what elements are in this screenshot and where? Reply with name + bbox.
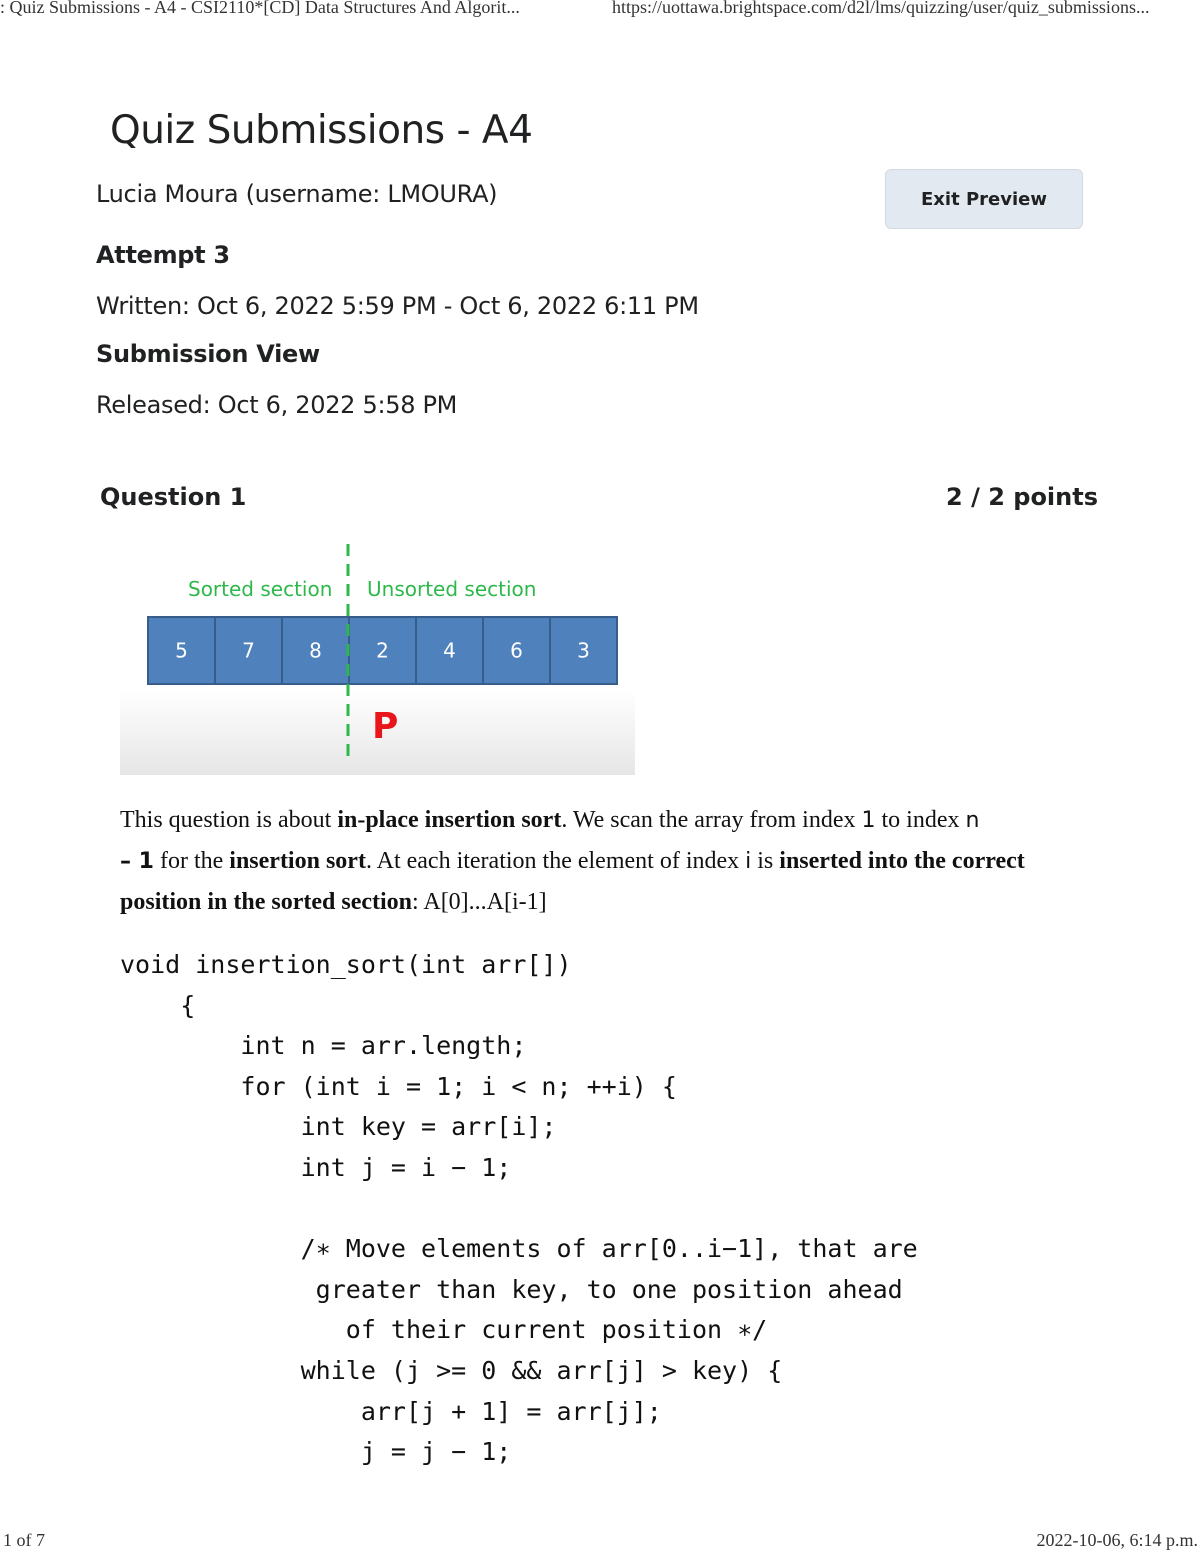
text-part: This question is about bbox=[120, 807, 338, 833]
array-cell-value: 6 bbox=[510, 638, 523, 663]
exit-preview-button[interactable]: Exit Preview bbox=[885, 169, 1083, 229]
code-line: for (int i = 1; i < n; ++i) { bbox=[120, 1071, 677, 1101]
text-bold-inserted: inserted into the correct position in the sorted section bbox=[120, 848, 1025, 915]
sorted-section-label: Sorted section bbox=[188, 577, 333, 601]
user-name: Lucia Moura (username: LMOURA) bbox=[96, 180, 498, 208]
written-dates: Written: Oct 6, 2022 5:59 PM - Oct 6, 2022 6:11 PM bbox=[96, 292, 699, 320]
text-part: to index bbox=[875, 807, 966, 833]
code-line: j = j − 1; bbox=[120, 1437, 512, 1467]
print-footer bbox=[0, 1530, 1200, 1553]
array-cell-value: 7 bbox=[242, 638, 255, 663]
text-bold-insertion-sort: in-place insertion sort bbox=[337, 807, 562, 833]
code-line: int j = i − 1; bbox=[120, 1152, 512, 1182]
array-cell-value: 8 bbox=[309, 638, 322, 663]
print-header-url: https://uottawa.brightspace.com/d2l/lms/quizzing/user/quiz_submissions... bbox=[612, 0, 1150, 17]
array-cell-value: 3 bbox=[577, 638, 590, 663]
code-line: arr[j + 1] = arr[j]; bbox=[120, 1396, 662, 1426]
code-line: /∗ Move elements of arr[0..i−1], that are bbox=[120, 1234, 918, 1264]
text-index-n: n bbox=[965, 808, 980, 833]
code-line: while (j >= 0 && arr[j] > key) { bbox=[120, 1355, 783, 1385]
text-bold-insertion: insertion sort bbox=[229, 848, 366, 874]
array-cells bbox=[148, 617, 617, 684]
insertion-sort-diagram bbox=[120, 540, 635, 775]
text-part: for the bbox=[153, 848, 230, 874]
text-part: : A[0]...A[i-1] bbox=[412, 889, 547, 915]
pivot-label: P bbox=[372, 706, 399, 747]
question-text bbox=[120, 800, 1110, 922]
text-part: . We scan the array from index bbox=[561, 807, 862, 833]
released-date: Released: Oct 6, 2022 5:58 PM bbox=[96, 391, 458, 419]
array-cell-value: 2 bbox=[376, 638, 389, 663]
print-header bbox=[0, 0, 1200, 22]
code-line: int n = arr.length; bbox=[120, 1031, 527, 1061]
code-line: { bbox=[120, 990, 196, 1020]
question-points: 2 / 2 points bbox=[946, 483, 1098, 511]
print-datetime: 2022-10-06, 6:14 p.m. bbox=[1036, 1530, 1198, 1550]
code-block bbox=[120, 945, 918, 1473]
print-header-title: : Quiz Submissions - A4 - CSI2110*[CD] Data Structures And Algorit... bbox=[0, 0, 520, 17]
text-part: . At each iteration the element of index bbox=[365, 848, 746, 874]
question-title: Question 1 bbox=[100, 483, 247, 511]
attempt-label: Attempt 3 bbox=[96, 241, 230, 269]
text-index-1: 1 bbox=[861, 808, 876, 833]
code-line bbox=[120, 1189, 918, 1230]
unsorted-section-label: Unsorted section bbox=[367, 577, 537, 601]
array-cell-value: 5 bbox=[175, 638, 188, 663]
code-line: int key = arr[i]; bbox=[120, 1112, 557, 1142]
text-part: is bbox=[751, 848, 780, 874]
code-line: greater than key, to one position ahead bbox=[120, 1274, 903, 1304]
text-minus-one: – 1 bbox=[120, 849, 154, 874]
text-index-i: i bbox=[745, 849, 752, 874]
page-title: Quiz Submissions - A4 bbox=[110, 108, 533, 153]
array-cell-value: 4 bbox=[443, 638, 456, 663]
submission-view-label: Submission View bbox=[96, 340, 320, 368]
code-line: void insertion_sort(int arr[]) bbox=[120, 950, 572, 979]
page-number: 1 of 7 bbox=[3, 1530, 45, 1550]
code-line: of their current position ∗/ bbox=[120, 1315, 768, 1345]
